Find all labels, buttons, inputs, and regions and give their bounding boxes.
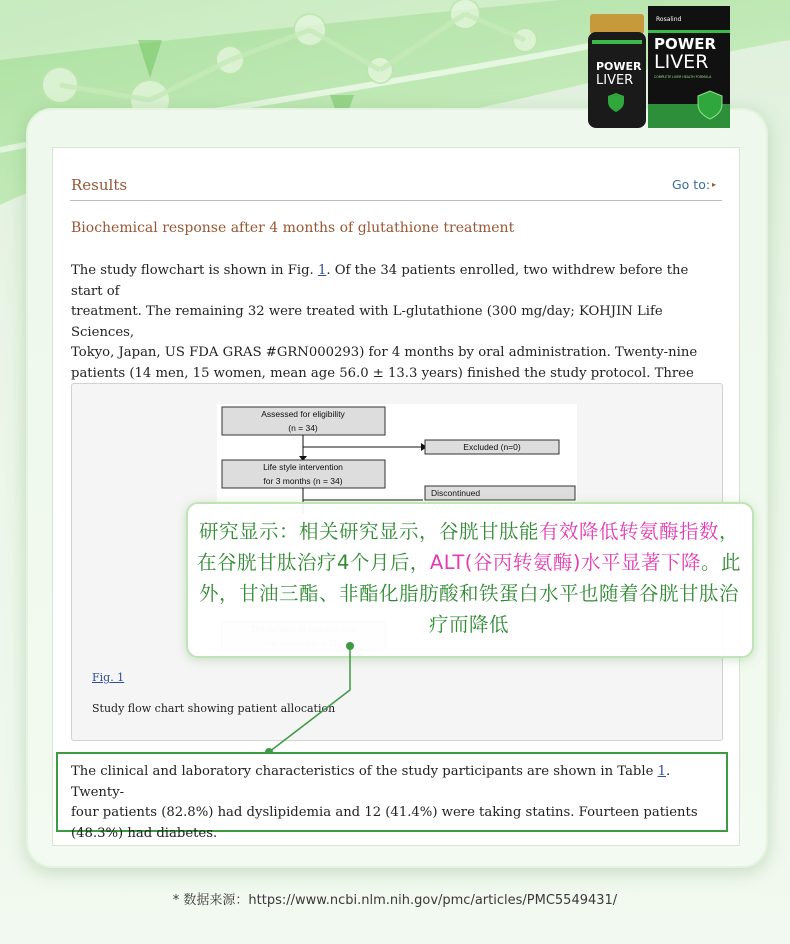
product-bottle-name-2: LIVER [596,73,634,88]
callout-seg1: 研究显示：相关研究显示，谷胱甘肽能 [198,520,539,543]
product-box-name-1: POWER [654,35,717,53]
flow-box2-line2: for 3 months (n = 34) [263,476,343,486]
para1-line: The study flowchart is shown in Fig. 1. Of the 34 patients enrolled, two withdrew before the start of [71,263,689,299]
callout-highlight-1: 有效降低转氨酶指数 [538,520,719,543]
flow-discontinued: Discontinued [431,488,481,498]
para2-line: The clinical and laboratory characteristics of the study participants are shown in Table 1. Twenty- [71,764,671,800]
product-box-brand: Rosalind [656,16,682,23]
section-title: Results [71,176,128,194]
figure-link[interactable]: Fig. 1 [92,671,125,684]
reference-link[interactable]: 1 [657,764,666,779]
para1-line: Tokyo, Japan, US FDA GRAS #GRN000293) for 4 months by oral administration. Twenty-nine [71,345,698,360]
product-image [586,4,732,130]
para1-line: treatment. The remaining 32 were treated with L-glutathione (300 mg/day; KOHJIN Life Sciences, [71,304,663,340]
callout-text [196,516,742,640]
flow-excluded: Excluded (n=0) [463,442,521,452]
chevron-right-icon[interactable]: ▸ [712,180,717,189]
product-box-subtitle: COMPLETE LIVER HEALTH FORMULA [654,75,712,79]
flow-box2-line1: Life style intervention [263,462,343,472]
callout-seg5: 。此外，甘油三酯、非酯化脂肪酸和铁蛋白水平也随着谷胱甘肽治疗而降低 [198,551,742,636]
subheading: Biochemical response after 4 months of glutathione treatment [71,220,515,236]
para2-line: four patients (82.8%) had dyslipidemia and 12 (41.4%) were taking statins. Fourteen patients [71,805,698,820]
divider [70,200,722,201]
flow-box1-line2: (n = 34) [288,423,318,433]
product-box-name-2: LIVER [654,51,709,73]
figure-caption: Study flow chart showing patient allocation [92,702,336,715]
callout-seg3: ，在谷胱甘肽治疗4个月后， [196,520,740,574]
flow-box1-line1: Assessed for eligibility [261,409,345,419]
para1-line: patients (14 men, 15 women, mean age 56.0 ± 13.3 years) finished the study protocol. Three [71,365,694,381]
source-note: * 数据来源：https://www.ncbi.nlm.nih.gov/pmc/articles/PMC5549431/ [172,893,618,908]
reference-link[interactable]: 1 [317,263,327,278]
para2-line: (48.3%) had diabetes. [71,825,218,841]
goto-link[interactable]: Go to: [672,177,711,192]
product-bottle-name-1: POWER [596,60,642,73]
callout-highlight-2: ALT(谷丙转氨酶)水平显著下降 [429,551,702,574]
paragraph-characteristics [71,762,721,844]
